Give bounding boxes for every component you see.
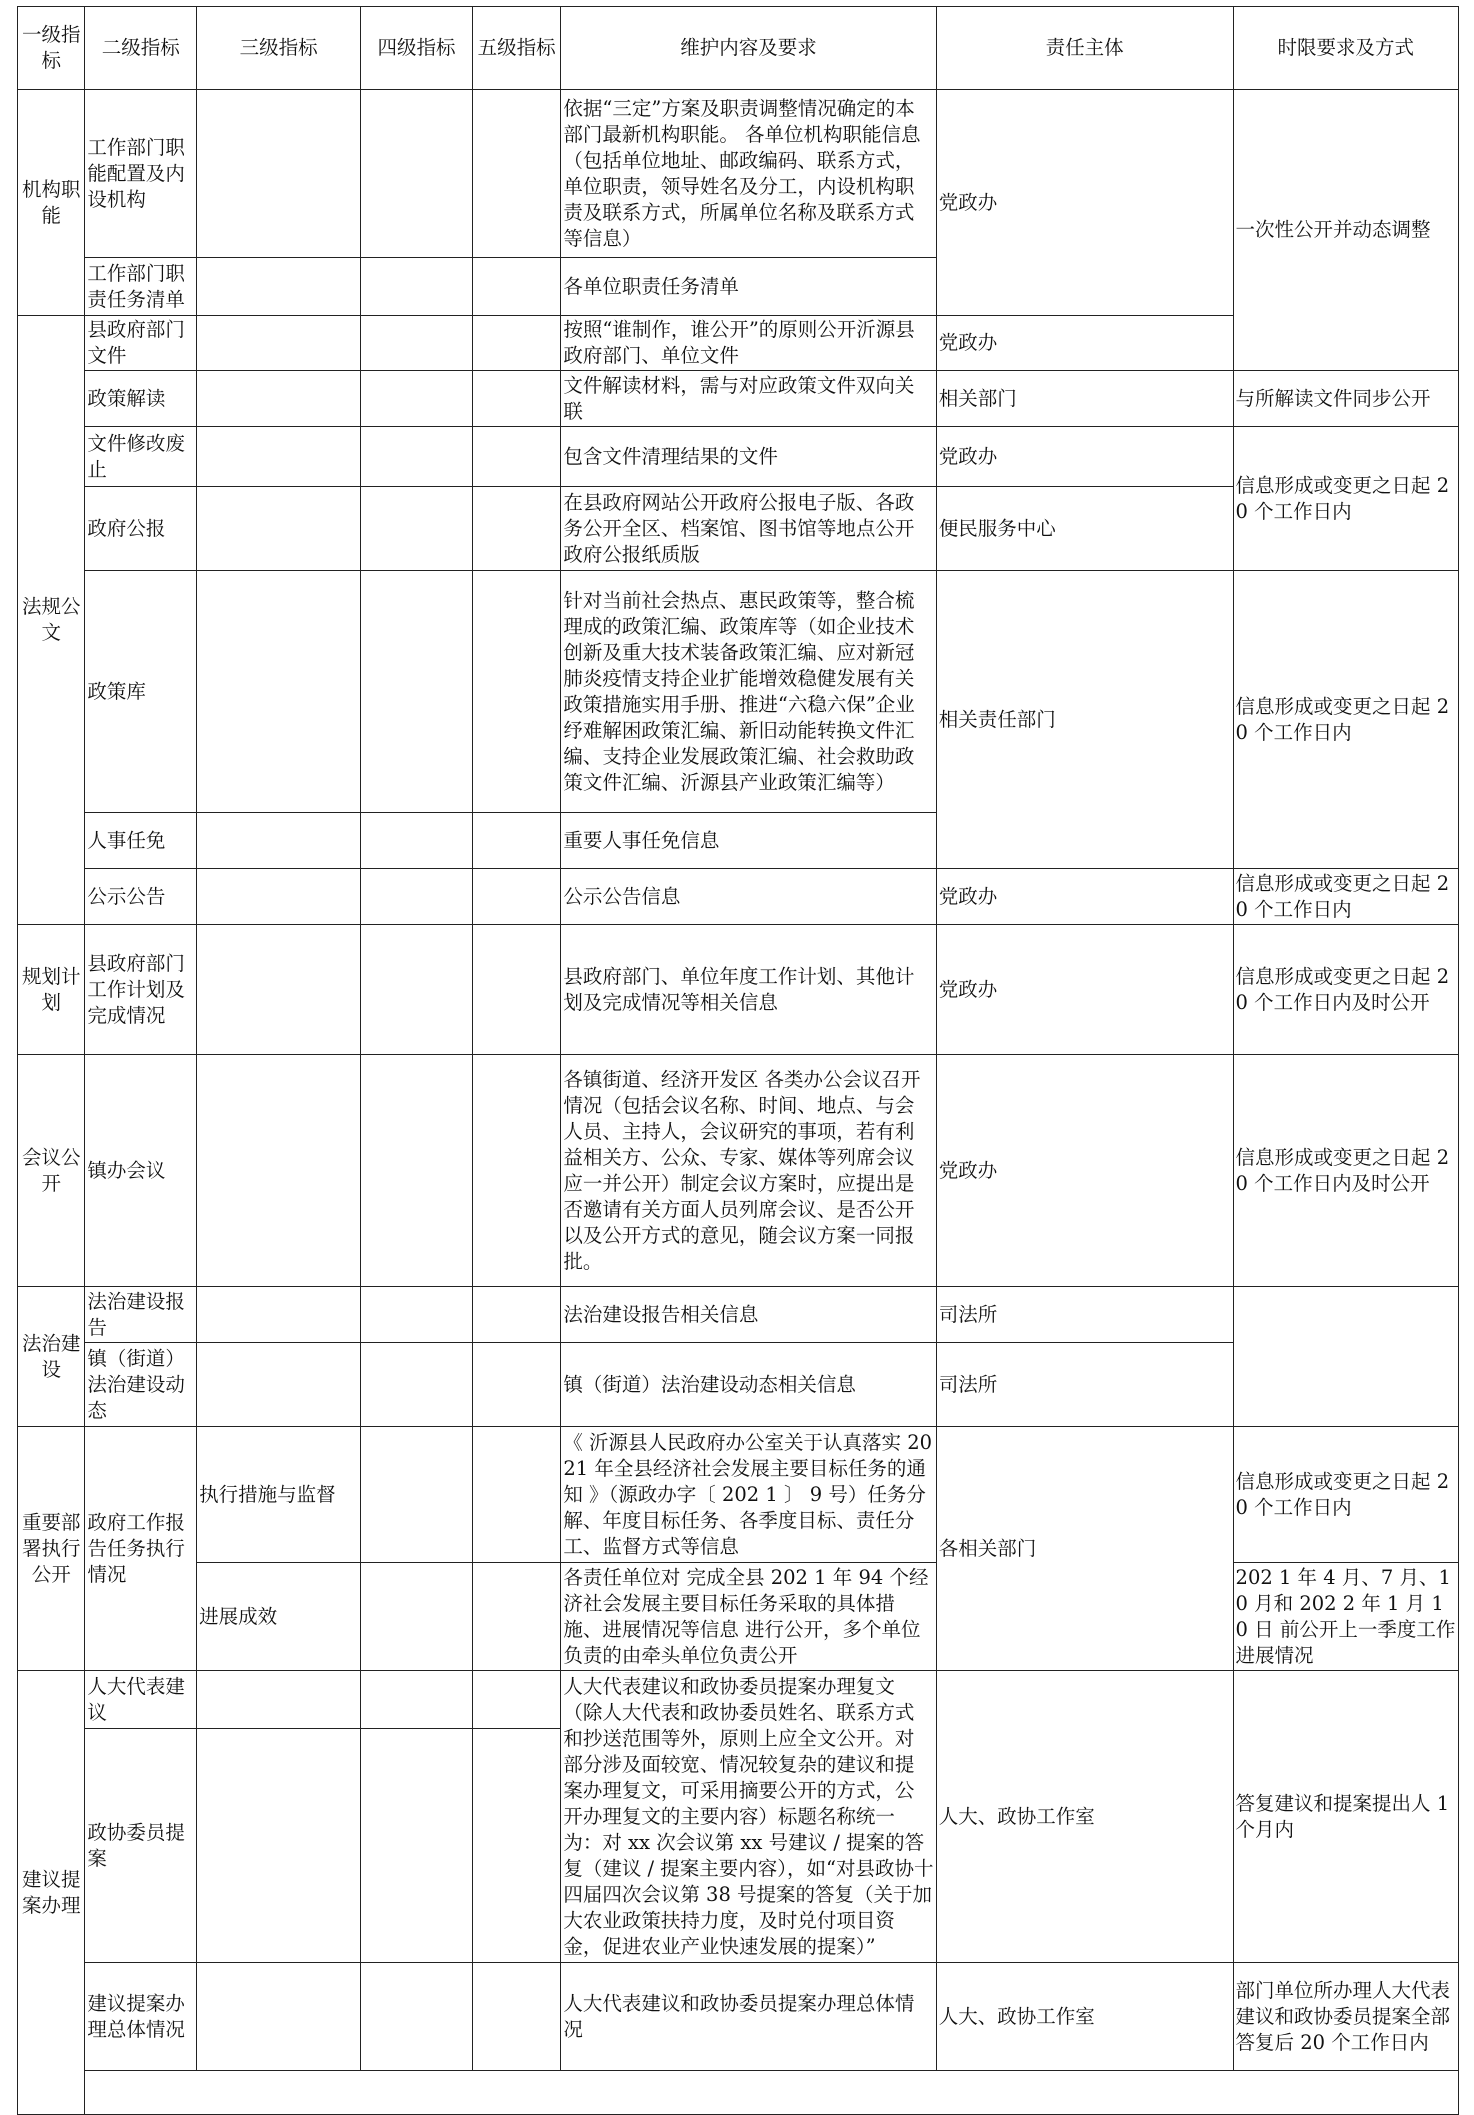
level4-cell (361, 1427, 473, 1563)
level2-cell: 政府工作报告任务执行情况 (85, 1427, 197, 1671)
owner-cell: 党政办 (936, 1055, 1233, 1287)
level4-cell (361, 258, 473, 316)
content-cell: 包含文件清理结果的文件 (561, 427, 936, 487)
level4-cell (361, 1055, 473, 1287)
level3-cell (197, 571, 361, 813)
owner-cell: 司法所 (936, 1343, 1233, 1427)
level3-cell (197, 487, 361, 571)
header-level3: 三级指标 (197, 7, 361, 90)
deadline-cell: 信息形成或变更之日起 20 个工作日内 (1233, 869, 1458, 925)
level4-cell (361, 90, 473, 258)
group-label: 法治建设 (18, 1287, 85, 1427)
content-cell: 各责任单位对 完成全县 202 1 年 94 个经济社会发展主要目标任务采取的具体措施、进展情况等信息 进行公开，多个单位负责的由牵头单位负责公开 (561, 1563, 936, 1671)
level5-cell (472, 487, 561, 571)
table-row (18, 427, 1459, 487)
owner-cell: 党政办 (936, 925, 1233, 1055)
level4-cell (361, 1671, 473, 1729)
header-content: 维护内容及要求 (561, 7, 936, 90)
table-row (18, 869, 1459, 925)
level2-cell: 县政府部门文件 (85, 316, 197, 371)
header-level1: 一级指标 (18, 7, 85, 90)
level2-cell: 工作部门职能配置及内设机构 (85, 90, 197, 258)
level3-cell (197, 925, 361, 1055)
content-cell: 县政府部门、单位年度工作计划、其他计划及完成情况等相关信息 (561, 925, 936, 1055)
deadline-cell: 一次性公开并动态调整 (1233, 90, 1458, 371)
owner-cell: 人大、政协工作室 (936, 1671, 1233, 1963)
level5-cell (472, 316, 561, 371)
owner-cell: 司法所 (936, 1287, 1233, 1343)
deadline-cell: 信息形成或变更之日起 20 个工作日内 (1233, 571, 1458, 869)
deadline-cell: 信息形成或变更之日起 20 个工作日内及时公开 (1233, 1055, 1458, 1287)
table-row (18, 571, 1459, 813)
level2-cell: 人大代表建议 (85, 1671, 197, 1729)
level2-cell: 镇（街道）法治建设动态 (85, 1343, 197, 1427)
level3-cell (197, 869, 361, 925)
content-cell: 文件解读材料，需与对应政策文件双向关联 (561, 371, 936, 427)
content-cell: 各单位职责任务清单 (561, 258, 936, 316)
deadline-cell: 信息形成或变更之日起 20 个工作日内 (1233, 1427, 1458, 1563)
group-label: 会议公开 (18, 1055, 85, 1287)
group-label: 建议提案办理 (18, 1671, 85, 2115)
deadline-cell: 信息形成或变更之日起 20 个工作日内 (1233, 427, 1458, 571)
group-label: 重要部署执行公开 (18, 1427, 85, 1671)
level4-cell (361, 813, 473, 869)
level5-cell (472, 1963, 561, 2071)
content-cell: 镇（街道）法治建设动态相关信息 (561, 1343, 936, 1427)
level4-cell (361, 1343, 473, 1427)
level4-cell (361, 1287, 473, 1343)
deadline-cell: 与所解读文件同步公开 (1233, 371, 1458, 427)
level2-cell: 人事任免 (85, 813, 197, 869)
level4-cell (361, 427, 473, 487)
content-cell: 在县政府网站公开政府公报电子版、各政务公开全区、档案馆、图书馆等地点公开政府公报纸质版 (561, 487, 936, 571)
level5-cell (472, 925, 561, 1055)
level3-cell: 执行措施与监督 (197, 1427, 361, 1563)
table-row (18, 1427, 1459, 1563)
level4-cell (361, 1729, 473, 1963)
table-row (18, 925, 1459, 1055)
table-row (18, 1287, 1459, 1343)
header-owner: 责任主体 (936, 7, 1233, 90)
table-row (18, 1963, 1459, 2071)
level5-cell (472, 1287, 561, 1343)
level3-cell (197, 427, 361, 487)
level5-cell (472, 1729, 561, 1963)
header-level5: 五级指标 (472, 7, 561, 90)
header-level2: 二级指标 (85, 7, 197, 90)
table-row (18, 1055, 1459, 1287)
header-row (18, 7, 1459, 90)
level5-cell (472, 1055, 561, 1287)
level2-cell: 县政府部门工作计划及完成情况 (85, 925, 197, 1055)
table-row (18, 2071, 1459, 2115)
level3-cell (197, 1671, 361, 1729)
level3-cell (197, 371, 361, 427)
level3-cell (197, 316, 361, 371)
owner-cell: 党政办 (936, 316, 1233, 371)
level3-cell (197, 1055, 361, 1287)
content-cell: 重要人事任免信息 (561, 813, 936, 869)
group-label: 机构职能 (18, 90, 85, 316)
level4-cell (361, 1563, 473, 1671)
level4-cell (361, 371, 473, 427)
content-cell: 各镇街道、经济开发区 各类办公会议召开情况（包括会议名称、时间、地点、与会人员、主持人，会议研究的事项，若有利益相关方、公众、专家、媒体等列席会议应一并公开）制定会议方案时，应提出是否邀请有关方面人员列席会议、是否公开以及公开方式的意见，随会议方案一同报批。 (561, 1055, 936, 1287)
level3-cell (197, 1287, 361, 1343)
content-cell: 按照“谁制作，谁公开”的原则公开沂源县政府部门、单位文件 (561, 316, 936, 371)
level4-cell (361, 869, 473, 925)
level4-cell (361, 316, 473, 371)
level2-cell: 建议提案办理总体情况 (85, 1963, 197, 2071)
owner-cell: 党政办 (936, 427, 1233, 487)
group-label: 规划计划 (18, 925, 85, 1055)
owner-cell: 相关部门 (936, 371, 1233, 427)
content-cell: 人大代表建议和政协委员提案办理总体情况 (561, 1963, 936, 2071)
level4-cell (361, 925, 473, 1055)
level2-cell: 公示公告 (85, 869, 197, 925)
deadline-cell: 答复建议和提案提出人 1 个月内 (1233, 1671, 1458, 1963)
owner-cell: 相关责任部门 (936, 571, 1233, 869)
deadline-cell (1233, 1287, 1458, 1427)
level3-cell (197, 1729, 361, 1963)
level5-cell (472, 1563, 561, 1671)
level5-cell (472, 371, 561, 427)
content-cell: 公示公告信息 (561, 869, 936, 925)
level3-cell (197, 1343, 361, 1427)
content-cell: 《 沂源县人民政府办公室关于认真落实 2021 年全县经济社会发展主要目标任务的通知 》（源政办字〔 202 1 〕 9 号）任务分解、年度目标任务、各季度目标、责任分工、监督方式等信息 (561, 1427, 936, 1563)
level5-cell (472, 1343, 561, 1427)
deadline-cell: 信息形成或变更之日起 20 个工作日内及时公开 (1233, 925, 1458, 1055)
table-row (18, 1671, 1459, 1729)
content-cell: 依据“三定”方案及职责调整情况确定的本部门最新机构职能。 各单位机构职能信息（包括单位地址、邮政编码、联系方式，单位职责，领导姓名及分工，内设机构职责及联系方式，所属单位名称及联系方式等信息） (561, 90, 936, 258)
level2-cell: 镇办会议 (85, 1055, 197, 1287)
trailing-empty-cell (85, 2071, 1459, 2115)
level5-cell (472, 813, 561, 869)
group-label: 法规公文 (18, 316, 85, 925)
table-row (18, 90, 1459, 258)
level4-cell (361, 487, 473, 571)
level5-cell (472, 427, 561, 487)
owner-cell: 各相关部门 (936, 1427, 1233, 1671)
level3-cell (197, 1963, 361, 2071)
table-row (18, 1563, 1459, 1671)
level3-cell (197, 813, 361, 869)
owner-cell: 便民服务中心 (936, 487, 1233, 571)
level5-cell (472, 1427, 561, 1563)
level2-cell: 文件修改废止 (85, 427, 197, 487)
owner-cell: 人大、政协工作室 (936, 1963, 1233, 2071)
table-row (18, 371, 1459, 427)
header-deadline: 时限要求及方式 (1233, 7, 1458, 90)
owner-cell: 党政办 (936, 90, 1233, 316)
level3-cell: 进展成效 (197, 1563, 361, 1671)
level3-cell (197, 90, 361, 258)
level2-cell: 工作部门职责任务清单 (85, 258, 197, 316)
level5-cell (472, 90, 561, 258)
level4-cell (361, 571, 473, 813)
owner-cell: 党政办 (936, 869, 1233, 925)
header-level4: 四级指标 (361, 7, 473, 90)
level5-cell (472, 869, 561, 925)
disclosure-table (17, 6, 1459, 2115)
level3-cell (197, 258, 361, 316)
level2-cell: 政策解读 (85, 371, 197, 427)
level2-cell: 政协委员提案 (85, 1729, 197, 1963)
level5-cell (472, 258, 561, 316)
content-cell: 人大代表建议和政协委员提案办理复文（除人大代表和政协委员姓名、联系方式和抄送范围等外，原则上应全文公开。对部分涉及面较宽、情况较复杂的建议和提案办理复文，可采用摘要公开的方式，公开办理复文的主要内容）标题名称统一为：对 xx 次会议第 xx 号建议 / 提案的答复（建议 / 提案主要内容），如“对县政协十四届四次会议第 38 号提案的答复（关于加大农业政策扶持力度，及时兑付项目资金，促进农业产业快速发展的提案）” (561, 1671, 936, 1963)
level2-cell: 法治建设报告 (85, 1287, 197, 1343)
deadline-cell: 部门单位所办理人大代表建议和政协委员提案全部答复后 20 个工作日内 (1233, 1963, 1458, 2071)
level5-cell (472, 1671, 561, 1729)
content-cell: 法治建设报告相关信息 (561, 1287, 936, 1343)
deadline-cell: 202 1 年 4 月、7 月、10 月和 202 2 年 1 月 10 日 前公开上一季度工作进展情况 (1233, 1563, 1458, 1671)
level2-cell: 政府公报 (85, 487, 197, 571)
level2-cell: 政策库 (85, 571, 197, 813)
content-cell: 针对当前社会热点、惠民政策等，整合梳理成的政策汇编、政策库等（如企业技术创新及重大技术装备政策汇编、应对新冠肺炎疫情支持企业扩能增效稳健发展有关政策措施实用手册、推进“六稳六保”企业纾难解困政策汇编、新旧动能转换文件汇编、支持企业发展政策汇编、社会救助政策文件汇编、沂源县产业政策汇编等） (561, 571, 936, 813)
level4-cell (361, 1963, 473, 2071)
level5-cell (472, 571, 561, 813)
